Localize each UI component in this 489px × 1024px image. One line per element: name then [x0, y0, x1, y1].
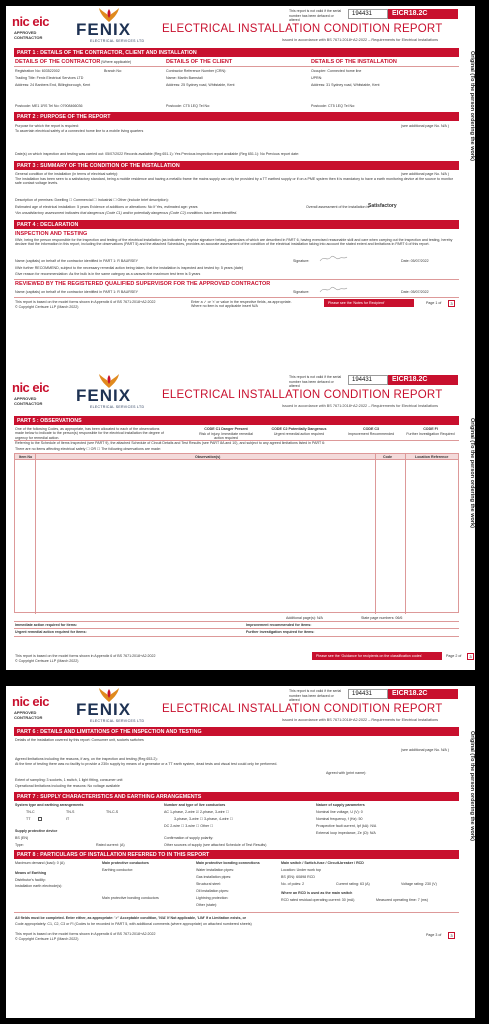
rcd-time: Measured operating time: 7 (ms) — [376, 898, 428, 902]
review-date: Date: 05/07/2022 — [401, 290, 429, 294]
copyright: © Copyright Certsure LLP (March 2022) — [15, 659, 79, 663]
serial-number: 194431 — [348, 9, 388, 19]
model-form-note: This report is based on the model forms shown in Appendix 6 of BS 7671:2018+A2:2022 — [15, 932, 156, 936]
issued-note: Issued in accordance with BS 7671:2018+A2:2022 – Requirements for Electrical Installations — [282, 718, 439, 722]
contractor-address-field: Address: 24 Banbers End, Billingborough, Kent — [15, 83, 91, 87]
niceic-approved: APPROVED — [14, 30, 37, 35]
issued-note: Issued in accordance with BS 7671:2018+A2:2022 – Requirements for Electrical Installations — [282, 404, 439, 408]
protective-conductors-heading: Main protective conductors — [102, 861, 149, 865]
niceic-logo-text: nic eic — [12, 14, 49, 29]
reviewer-signature-label: Signature: — [293, 290, 310, 294]
switch-location: Location: Under work top — [281, 868, 321, 872]
see-additional-page: (see additional page No. N/A ) — [401, 124, 449, 128]
lightning-protection: Lightning protection: — [196, 896, 229, 900]
page-header — [6, 6, 475, 46]
general-condition-text: The installation has been seen to a satisfactory standard, being a mobile residence and having a metallic frame the mains supply can only be provided by a TT earthed supply or if on a PME system then it is mandatory to have a earth monitoring device at the source to monitor safe contact voltage levels. — [15, 177, 453, 186]
dc-line: DC 2-wire ☐ 3-wire ☐ Other ☐ — [164, 824, 214, 828]
see-additional-page-3: (see additional page No. N/A ) — [401, 748, 449, 752]
observations-intro: One of the following Codes, as appropriate, has been allocated to each of the observations made below to indicate to the person(s) responsible for the electrical installation the degree of urgency for remedial action. — [15, 427, 164, 440]
water-pipes: Water installation pipes: — [196, 868, 235, 872]
form-code: EICR18.2C — [388, 375, 458, 385]
recommendation-reason: Give reason for recommendation: As the bulk is in the same category as a caravan the maximum test term is 5 years — [15, 272, 201, 276]
tn-c-option: TN-C — [26, 810, 35, 814]
report-page-1 — [6, 6, 475, 370]
ac-line: AC 1-phase, 2-wire ☑ 2-phase, 3-wire ☐ — [164, 810, 229, 814]
fenix-logo — [72, 688, 156, 724]
structural-steel: Structural steel: — [196, 882, 221, 886]
it-option: IT — [66, 817, 70, 821]
code-c2-label: CODE C2 Potentially Dangerous — [271, 427, 327, 431]
reviewer-name: Name (capitals) on behalf of the contractor identified in PART 1: R BAURSEY — [15, 290, 139, 294]
rcd-heading: Where an RCD is used as the main switch — [281, 891, 353, 895]
model-form-note: This report is based on the model forms shown in Appendix 6 of BS 7671:2018+A2:2022 — [15, 654, 156, 658]
purpose-label: Purpose for which the report is required: — [15, 124, 79, 128]
fenix-wordmark: FENIX — [76, 700, 132, 719]
reviewer-signature — [318, 285, 348, 294]
external-loop-impedance: External loop impedance, Ze (Ω): N/A — [316, 831, 376, 835]
tn-s-option: TN-S — [66, 810, 75, 814]
code-fi-desc: Further Investigation Required — [406, 432, 455, 436]
bonding-conductors: Main protective bonding conductors — [102, 896, 159, 900]
further-investigation-label: Further investigation required for items: — [246, 630, 315, 634]
serial-number: 194431 — [348, 375, 388, 385]
page-total: 3 — [467, 653, 474, 660]
improvement-label: Improvement recommended for items: — [246, 623, 312, 627]
original-side-label: Original (To the person ordering the work) — [469, 51, 475, 161]
overall-assessment-label: Overall assessment of the installation is: — [306, 205, 371, 209]
notes-for-recipient-button[interactable]: Please see the 'Notes for Recipient' — [324, 299, 414, 307]
supply-polarity: Confirmation of supply polarity: — [164, 836, 214, 840]
th-observations: Observation(s) — [195, 455, 221, 459]
client-name-field: Name: Martin Barnstall — [166, 76, 203, 80]
inspector-name: Name (capitals) on behalf of the contractor identified in PART 1: R BAURSEY — [15, 259, 139, 263]
page-header-3 — [6, 686, 475, 726]
earth-electrodes: Installation earth electrode(s): — [15, 884, 63, 888]
original-side-label: Original (To the person ordering the work) — [469, 418, 475, 528]
crn-field: Contractor Reference Number (CRN): — [166, 69, 227, 73]
th-code: Code — [383, 455, 392, 459]
niceic-logo — [12, 694, 58, 722]
system-type-heading: System type and earthing arrangements — [15, 803, 84, 807]
part1-bar: PART 1 : DETAILS OF THE CONTRACTOR, CLIENT AND INSTALLATION — [14, 48, 459, 57]
purpose-value: To ascertain electrical safety of a connected home line to a mobile living quarters — [15, 129, 144, 133]
serial-number: 194431 — [348, 689, 388, 699]
inspector-signature — [318, 254, 348, 263]
trading-title-field: Trading Title: Fenix Electrical Services LTD — [15, 76, 84, 80]
distributor-facility: Distributor's facility: — [15, 878, 46, 882]
report-title: ELECTRICAL INSTALLATION CONDITION REPORT — [162, 703, 443, 715]
validity-note: This report is not valid if the serial number has been defaced or altered — [289, 375, 342, 388]
th-item-no: Item No — [19, 455, 33, 459]
copyright: © Copyright Certsure LLP (March 2022) — [15, 937, 79, 941]
installation-covered: Details of the installation covered by this report: Consumer unit, sockets switches — [15, 738, 144, 742]
agreed-with: Agreed with (print name): — [326, 771, 367, 775]
validity-note: This report is not valid if the serial number has been defaced or altered — [289, 9, 342, 22]
tt-checkbox[interactable] — [38, 817, 42, 821]
entry-instructions: Enter a ✓ or '×' or value in the respective fields, as appropriate. Where no item is not applicable insert N/A — [191, 300, 292, 309]
fenix-wordmark: FENIX — [76, 20, 132, 39]
operational-limitations: Operational limitations including the reasons: No voltage available — [15, 784, 120, 788]
recommendation: I/We further RECOMMEND, subject to the necessary remedial action being taken, that the installation is inspected and tested by: 5 years (date) — [15, 266, 244, 270]
original-side-label: Original (To the person ordering the work) — [469, 731, 475, 841]
niceic-logo — [12, 380, 58, 408]
agreed-limitations-text: At the time of testing there was no facility to provide a 230v supply by means of a generator or a TT earth system, dead tests and visual test could only be performed. — [15, 762, 278, 766]
other-sources: Other sources of supply (see attached Schedule of Test Results) — [164, 843, 267, 847]
tt-option: TT — [26, 817, 31, 821]
gas-pipes: Gas installation pipes: — [196, 875, 232, 879]
page-label: Page 1 of — [426, 301, 442, 305]
assessment-footnote: *An unsatisfactory assessment indicates that dangerous (Code C1) and/or potentially dangerous (Code C2) conditions have been identified. — [15, 211, 238, 215]
client-address-field: Address: 25 Sydney road, Whitstable, Kent — [166, 83, 235, 87]
general-condition-label: General condition of the installation (in terms of electrical safety): — [15, 172, 119, 176]
all-fields-note: All fields must be completed. Enter either, as appropriate: '✓' Acceptable condition, 'N/A' If Not applicable, 'LIM' If a Limitation exists, or — [15, 916, 247, 920]
fenix-tagline: ELECTRICAL SERVICES LTD — [90, 719, 145, 723]
reviewed-heading: REVIEWED BY THE REGISTERED QUALIFIED SUPERVISOR FOR THE APPROVED CONTRACTOR — [15, 281, 271, 287]
page-label: Page 2 of — [446, 654, 462, 658]
inspector-signature-label: Signature: — [293, 259, 310, 263]
code-c2-desc: Urgent remedial action required — [273, 432, 325, 436]
client-postcode-field: Postcode: CT5 1EQ Tel No: — [166, 104, 211, 108]
ac-line-2: 3-phase, 3-wire ☐ 3-phase, 4-wire ☐ — [174, 817, 233, 821]
uprn-field: UPRN: — [311, 76, 323, 80]
switch-voltage: Voltage rating: 230 (V) — [401, 882, 437, 886]
extent-of-sampling: Extent of sampling: 3 sockets, 1 switch, 1 light fitting, consumer unit — [15, 778, 123, 782]
niceic-contractor: CONTRACTOR — [14, 35, 43, 40]
rcd-type: RCD rated residual operating current: 30 (mA) — [281, 898, 355, 902]
form-code: EICR18.2C — [388, 689, 458, 699]
page-label: Page 3 of — [426, 933, 442, 937]
client-heading: DETAILS OF THE CLIENT — [166, 59, 233, 65]
main-switch-heading: Main switch / Switch-fuse / Circuit-breaker / RCD — [281, 861, 364, 865]
fenix-logo — [72, 374, 156, 410]
switch-current: Current rating: 63 (A) — [336, 882, 370, 886]
observations-table — [14, 453, 459, 613]
means-of-earthing-heading: Means of Earthing — [15, 871, 47, 875]
nominal-frequency: Nominal frequency, f (Hz): 50 — [316, 817, 363, 821]
report-page-2 — [6, 340, 475, 670]
occupier-field: Occupier: Connected home line — [311, 69, 362, 73]
code-c3-label: CODE C3 — [363, 427, 379, 431]
additional-pages: Additional page(s): N/A — [286, 616, 323, 620]
installation-age: Estimated age of electrical installation: 5 years Evidence of additions or alterations: No If Yes, estimated age: years — [15, 205, 198, 209]
overall-assessment-value: Satisfactory — [368, 203, 397, 209]
state-page-numbers: State page numbers: 06/6 — [361, 616, 403, 620]
part7-bar: PART 7 : SUPPLY CHARACTERISTICS AND EARTHING ARRANGEMENTS — [14, 792, 459, 801]
codes-note: Code appropriately: C1, C2, C3 or FI (Codes to be recorded in PART 5, with additional comments (where appropriate) on attached numbered sheets) — [15, 922, 252, 926]
supply-device-heading: Supply protective device — [15, 829, 58, 833]
niceic-approved: APPROVED — [14, 396, 37, 401]
niceic-contractor: CONTRACTOR — [14, 715, 43, 720]
fenix-logo — [72, 8, 156, 44]
prospective-fault-current: Prospective fault current, Ipf (kA): N/A — [316, 824, 377, 828]
niceic-logo — [12, 14, 58, 42]
installation-address-field: Address: 31 Sydney road, Whitstable, Kent — [311, 83, 380, 87]
part3-bar: PART 3 : SUMMARY OF THE CONDITION OF THE INSTALLATION — [14, 161, 459, 170]
inspection-dates: Date(s) on which inspection and testing was carried out: 05/07/2022 Records available (Reg 651.1): Yes Previous inspection report available (Reg 651.1): No Previous report date: — [15, 152, 300, 156]
bs-en-field: BS (EN) — [15, 836, 29, 840]
no-items-statement: There are no items affecting electrical safety ☐ OR ☐ The following observations are made: — [15, 447, 161, 451]
contractor-postcode-field: Postcode: ME1 1RS Tel No: 07908466036 — [15, 104, 83, 108]
schedule-reference: Referring to the Schedule of Items Inspected (see PART 9), the attached Schedule of Circuit Details and Test Results (see PART 8A and 10), and subject to any agreed limitations listed in PART 6: — [15, 441, 326, 445]
contractor-note: (Where applicable) — [101, 60, 132, 64]
contractor-heading: DETAILS OF THE CONTRACTOR — [15, 59, 101, 65]
part4-bar: PART 4 : DECLARATION — [14, 220, 459, 229]
niceic-contractor: CONTRACTOR — [14, 401, 43, 406]
code-c1-label: CODE C1 Danger Present — [204, 427, 248, 431]
branch-field: Branch No: — [104, 69, 122, 73]
report-title: ELECTRICAL INSTALLATION CONDITION REPORT — [162, 389, 443, 401]
installation-heading: DETAILS OF THE INSTALLATION — [311, 59, 397, 65]
nominal-voltage: Nominal line voltage, U (V): 0 — [316, 810, 363, 814]
declaration-text: I/We, being the person responsible for the inspection and testing of the electrical installation (as indicated by my/our signature below), particulars of which are described in PART 6, having exercised reasonable skill and care when carrying out the inspection and testing, hereby declare that the information in this report, including the observations (PART 5) and the attached Schedules, provides an accurate assessment of the condition of the electrical installation taking into account the stated extent and limitations in PART 6 of this report. — [15, 238, 453, 247]
registration-field: Registration No: 603522002 — [15, 69, 60, 73]
code-c3-desc: Improvement Recommended — [347, 432, 395, 436]
supply-parameters-heading: Nature of supply parameters — [316, 803, 365, 807]
premises-description: Description of premises: Dwelling ☐ Commercial ☐ Industrial ☐ Other (include brief description): — [15, 198, 169, 202]
part8-bar: PART 8 : PARTICULARS OF INSTALLATION REFERRED TO IN THIS REPORT — [14, 850, 459, 859]
type-field: Type: — [15, 843, 24, 847]
code-fi-label: CODE FI — [423, 427, 438, 431]
report-page-3 — [6, 686, 475, 1018]
switch-bs-en: BS (EN): 60898 RCD — [281, 875, 315, 879]
maximum-demand: Maximum demand (load): 0 (A) — [15, 861, 65, 865]
earthing-conductor: Earthing conductor: — [102, 868, 134, 872]
report-title: ELECTRICAL INSTALLATION CONDITION REPORT — [162, 23, 443, 35]
live-conductors-heading: Number and type of live conductors — [164, 803, 226, 807]
model-form-note: This report is based on the model forms shown in Appendix 6 of BS 7671:2018+A2:2022 — [15, 300, 156, 304]
fenix-tagline: ELECTRICAL SERVICES LTD — [90, 39, 145, 43]
copyright: © Copyright Certsure LLP (March 2022) — [15, 305, 79, 309]
see-additional-page-2: (see additional page No. N/A ) — [401, 172, 449, 176]
fenix-tagline: ELECTRICAL SERVICES LTD — [90, 405, 145, 409]
bonding-connections-heading: Main protective bonding connections — [196, 861, 260, 865]
niceic-logo-text: nic eic — [12, 694, 49, 709]
code-c1-desc: Risk of injury. Immediate remedial action required — [199, 432, 253, 441]
part6-bar: PART 6 : DETAILS AND LIMITATIONS OF THE INSPECTION AND TESTING — [14, 727, 459, 736]
immediate-action-label: Immediate action required for items: — [15, 623, 78, 627]
switch-poles: No. of poles: 2 — [281, 882, 305, 886]
inspection-date: Date: 05/07/2022 — [401, 259, 429, 263]
form-code: EICR18.2C — [388, 9, 458, 19]
validity-note: This report is not valid if the serial number has been defaced or altered — [289, 689, 342, 702]
home-indicator[interactable] — [159, 1014, 329, 1018]
th-location: Location Reference — [415, 455, 449, 459]
rated-current-field: Rated current: (A) — [96, 843, 125, 847]
part2-bar: PART 2 : PURPOSE OF THE REPORT — [14, 112, 459, 121]
inspection-testing-heading: INSPECTION AND TESTING — [15, 231, 88, 237]
niceic-logo-text: nic eic — [12, 380, 49, 395]
issued-note: Issued in accordance with BS 7671:2018+A2:2022 – Requirements for Electrical Installations — [282, 38, 439, 42]
guidance-button[interactable]: Please see the 'Guidance for recipients on the classification codes' — [312, 652, 442, 660]
niceic-approved: APPROVED — [14, 710, 37, 715]
tn-c-s-option: TN-C-S — [106, 810, 119, 814]
page-total: 3 — [448, 300, 455, 307]
part5-bar: PART 5 : OBSERVATIONS — [14, 416, 459, 425]
page-total: 3 — [448, 932, 455, 939]
other-bonding: Other (state): — [196, 903, 218, 907]
urgent-action-label: Urgent remedial action required for items: — [15, 630, 87, 634]
installation-postcode-field: Postcode: CT5 1EQ Tel No: — [311, 104, 356, 108]
oil-pipes: Oil installation pipes: — [196, 889, 229, 893]
agreed-limitations-label: Agreed limitations including the reasons, if any, on the inspection and testing (Reg 653.2): — [15, 757, 158, 761]
page-header-2 — [6, 372, 475, 412]
fenix-wordmark: FENIX — [76, 386, 132, 405]
